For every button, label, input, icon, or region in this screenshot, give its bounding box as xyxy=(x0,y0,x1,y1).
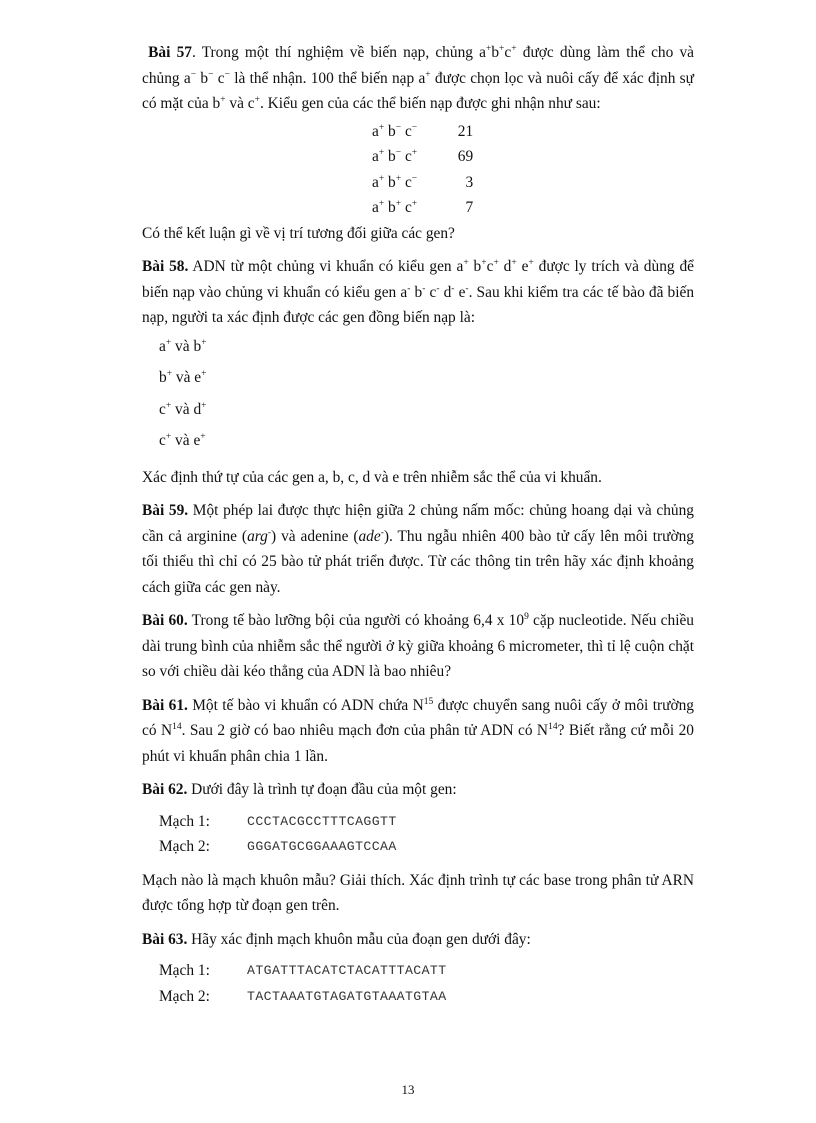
genotype-table xyxy=(372,119,473,221)
exercise-62: Bài 62. Dưới đây là trình tự đoạn đầu của một gen: xyxy=(142,781,457,798)
exercise-57: Bài 57. Trong một thí nghiệm về biến nạp, chủng a+b+c+ được dùng làm thể cho và chủng a− b− c− là thể nhận. 100 thể biến nạp a+ được chọn lọc và nuôi cấy để xác định sự có mặt của b+ và c+. Kiểu gen của các thể biến nạp được ghi nhận như sau: xyxy=(142,44,694,112)
exercise-59: Bài 59. Một phép lai được thực hiện giữa 2 chủng nấm mốc: chủng hoang dại và chủng cần cả arginine (arg-) và adenine (ade-). Thu ngẫu nhiên 400 bào tử cấy lên môi trường tối thiểu thì chỉ có 25 bào tử phát triển được. Từ các thông tin trên hãy xác định khoảng cách giữa các gen này. xyxy=(142,502,694,596)
table-row: Mạch 1: CCCTACGCCTTTCAGGTT xyxy=(159,812,397,830)
table-row: Mạch 1: ATGATTTACATCTACATTTACATT xyxy=(159,962,447,979)
exercise-63: Bài 63. Hãy xác định mạch khuôn mẫu của đoạn gen dưới đây: xyxy=(142,930,531,948)
list-item: a+ và b+ xyxy=(159,337,207,355)
exercise-58-question: Xác định thứ tự của các gen a, b, c, d và e trên nhiễm sắc thể của vi khuẩn. xyxy=(142,468,602,486)
page-number: 13 xyxy=(401,1082,415,1097)
exercise-57-question: Có thể kết luận gì về vị trí tương đối giữa các gen? xyxy=(142,224,455,242)
table-row: Mạch 2: GGGATGCGGAAAGTCCAA xyxy=(159,838,397,855)
exercise-61: Bài 61. Một tế bào vi khuẩn có ADN chứa $N^{15}$ được chuyển sang nuôi cấy ở môi trường có $N^{14}$. Sau 2 giờ có bao nhiêu mạch đơn của phân tử ADN có $N^{14}$? Biết rằng cứ mỗi 20 phút vi khuẩn phân chia 1 lần. xyxy=(142,696,695,765)
cotransformed-gene-list xyxy=(142,331,694,457)
list-item: c+ và d+ xyxy=(159,400,207,418)
exercise-58: Bài 58. ADN từ một chủng vi khuẩn có kiểu gen a+ b+c+ d+ e+ được ly trích và dùng để biến nạp vào chủng vi khuẩn có kiểu gen a- b- c- d- e-. Sau khi kiểm tra các tế bào đã biến nạp, người ta xác định được các gen đồng biến nạp là: xyxy=(142,258,695,326)
table-row: a+ b+ c− 3 xyxy=(372,173,474,191)
list-item: c+ và e+ xyxy=(159,432,206,449)
list-item: b+ và e+ xyxy=(159,369,207,386)
strand-table-62 xyxy=(159,809,397,860)
strand-table-63 xyxy=(159,958,447,1009)
exercise-62-question: Mạch nào là mạch khuôn mẫu? Giải thích. Xác định trình tự các base trong phân tử ARN được tổng hợp từ đoạn gen trên. xyxy=(142,871,694,914)
document-page xyxy=(142,40,694,1009)
exercise-60: Bài 60. Trong tế bào lưỡng bội của người có khoảng 6,4 x $10^9$ cặp nucleotide. Nếu chiều dài trung bình của nhiễm sắc thể người ở kỳ giữa khoảng 6 micrometer, thì tỉ lệ cuộn chặt so với chiều dài kéo thẳng của ADN là bao nhiêu? xyxy=(142,612,695,680)
table-row: a+ b− c− 21 xyxy=(372,122,474,140)
table-row: Mạch 2: TACTAAATGTAGATGTAAATGTAA xyxy=(159,987,447,1005)
table-row: a+ b− c+ 69 xyxy=(372,148,474,165)
table-row: a+ b+ c+ 7 xyxy=(372,199,474,216)
